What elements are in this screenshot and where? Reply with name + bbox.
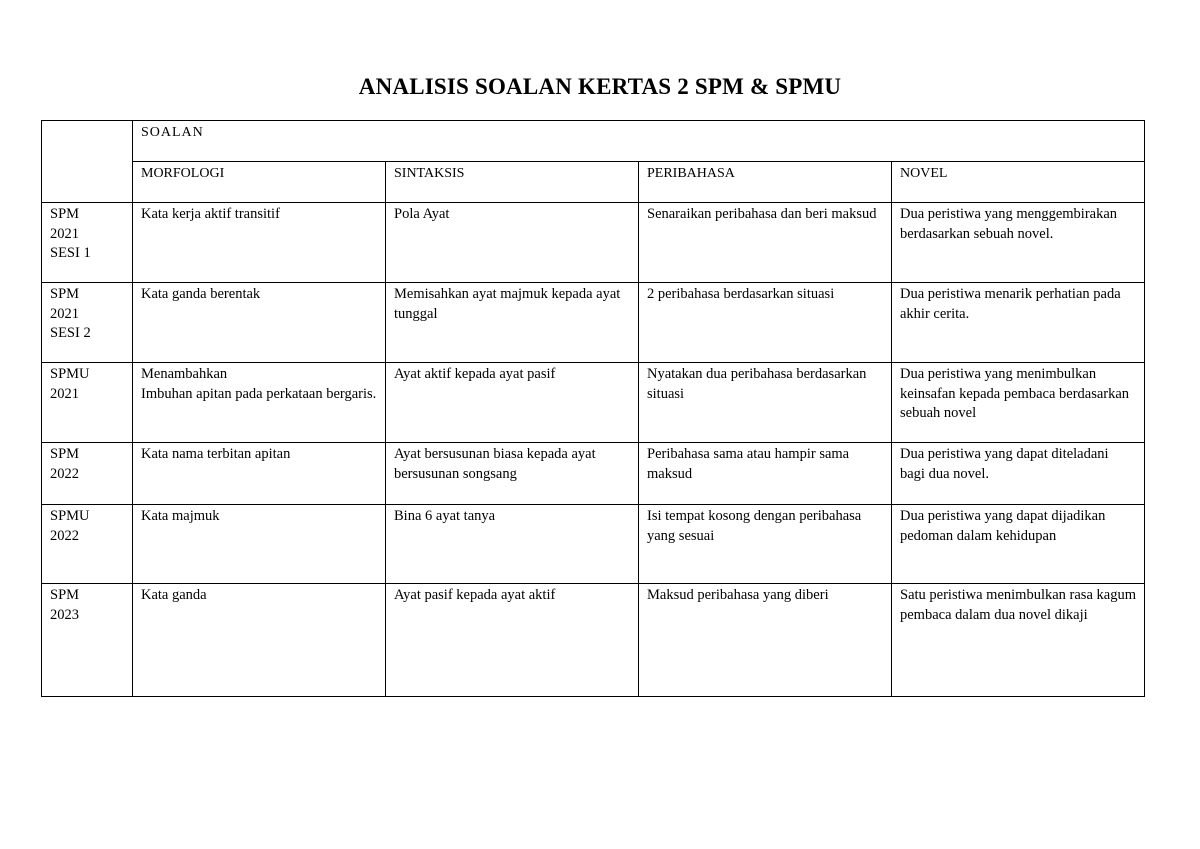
- group-header-row: [42, 121, 1145, 162]
- soalan-header: SOALAN: [133, 121, 1145, 162]
- row-label-line: SPMU: [50, 508, 90, 524]
- cell-text: Kata majmuk: [141, 508, 220, 524]
- cell-text: 2 peribahasa berdasarkan situasi: [647, 286, 835, 302]
- cell-text: Kata ganda: [141, 587, 207, 603]
- row-label-line: SPM: [50, 206, 80, 222]
- cell-text: Dua peristiwa yang dapat dijadikan pedoman dalam kehidupan: [900, 508, 1106, 544]
- cell-text: Maksud peribahasa yang diberi: [647, 587, 829, 603]
- table-body: [42, 203, 1145, 697]
- cell-text: Isi tempat kosong dengan peribahasa yang sesuai: [647, 508, 862, 544]
- cell-peribahasa: [639, 203, 892, 283]
- cell-text: Satu peristiwa menimbulkan rasa kagum pembaca dalam dua novel dikaji: [900, 587, 1136, 623]
- cell-sintaksis: [386, 443, 639, 505]
- row-label-line: SESI 1: [50, 245, 91, 261]
- row-label-line: SESI 2: [50, 325, 91, 341]
- column-header-morfologi: MORFOLOGI: [133, 162, 386, 203]
- row-label: [42, 363, 133, 443]
- cell-text: Nyatakan dua peribahasa berdasarkan situasi: [647, 366, 867, 402]
- cell-morfologi: [133, 443, 386, 505]
- row-label-line: 2022: [50, 527, 79, 544]
- cell-peribahasa: [639, 584, 892, 697]
- corner-cell: [42, 121, 133, 203]
- row-label-line: 2021: [50, 225, 79, 242]
- table-row: [42, 203, 1145, 283]
- table-row: [42, 505, 1145, 584]
- document-title: ANALISIS SOALAN KERTAS 2 SPM & SPMU: [358, 74, 842, 99]
- column-header-sintaksis: SINTAKSIS: [386, 162, 639, 203]
- cell-morfologi: [133, 505, 386, 584]
- row-label: [42, 584, 133, 697]
- cell-peribahasa: [639, 363, 892, 443]
- column-header-novel: NOVEL: [892, 162, 1145, 203]
- row-label-line: 2023: [50, 606, 79, 623]
- cell-morfologi: [133, 203, 386, 283]
- cell-sintaksis: [386, 363, 639, 443]
- row-label-line: SPM: [50, 587, 80, 603]
- table-row: [42, 283, 1145, 363]
- cell-text: Memisahkan ayat majmuk kepada ayat tunggal: [394, 286, 621, 322]
- cell-peribahasa: [639, 505, 892, 584]
- cell-sintaksis: [386, 203, 639, 283]
- row-label-line: 2021: [50, 305, 79, 322]
- row-label: [42, 443, 133, 505]
- row-label-line: SPM: [50, 446, 80, 462]
- cell-text: Dua peristiwa yang dapat diteladani bagi dua novel.: [900, 446, 1109, 482]
- cell-novel: [892, 505, 1145, 584]
- cell-peribahasa: [639, 283, 892, 363]
- cell-morfologi: [133, 363, 386, 443]
- cell-text: Menambahkan: [141, 366, 228, 382]
- cell-text: Kata nama terbitan apitan: [141, 446, 291, 462]
- cell-text: Dua peristiwa yang menggembirakan berdasarkan sebuah novel.: [900, 206, 1118, 242]
- column-header-row: [42, 162, 1145, 203]
- cell-morfologi: [133, 584, 386, 697]
- cell-text: Kata kerja aktif transitif: [141, 206, 280, 222]
- cell-text: Bina 6 ayat tanya: [394, 508, 496, 524]
- cell-text: Dua peristiwa yang menimbulkan keinsafan kepada pembaca berdasarkan sebuah novel: [900, 366, 1130, 421]
- table-row: [42, 443, 1145, 505]
- table-row: [42, 584, 1145, 697]
- cell-text: Senaraikan peribahasa dan beri maksud: [647, 206, 877, 222]
- cell-novel: [892, 443, 1145, 505]
- row-label-line: SPM: [50, 286, 80, 302]
- cell-peribahasa: [639, 443, 892, 505]
- cell-novel: [892, 584, 1145, 697]
- row-label-line: SPMU: [50, 366, 90, 382]
- cell-text: Peribahasa sama atau hampir sama maksud: [647, 446, 850, 482]
- cell-sintaksis: [386, 584, 639, 697]
- cell-novel: [892, 363, 1145, 443]
- analysis-table: [41, 120, 1145, 697]
- row-label: [42, 203, 133, 283]
- cell-morfologi: [133, 283, 386, 363]
- cell-text: Imbuhan apitan pada perkataan bergaris.: [141, 385, 377, 402]
- cell-text: Ayat bersusunan biasa kepada ayat bersusunan songsang: [394, 446, 596, 482]
- cell-text: Pola Ayat: [394, 206, 450, 222]
- cell-text: Kata ganda berentak: [141, 286, 261, 302]
- row-label-line: 2021: [50, 385, 79, 402]
- cell-text: Ayat aktif kepada ayat pasif: [394, 366, 556, 382]
- cell-text: Ayat pasif kepada ayat aktif: [394, 587, 556, 603]
- cell-text: Dua peristiwa menarik perhatian pada akhir cerita.: [900, 286, 1121, 322]
- row-label: [42, 283, 133, 363]
- cell-novel: [892, 203, 1145, 283]
- row-label: [42, 505, 133, 584]
- cell-sintaksis: [386, 283, 639, 363]
- column-header-peribahasa: PERIBAHASA: [639, 162, 892, 203]
- cell-novel: [892, 283, 1145, 363]
- row-label-line: 2022: [50, 465, 79, 482]
- table-row: [42, 363, 1145, 443]
- cell-sintaksis: [386, 505, 639, 584]
